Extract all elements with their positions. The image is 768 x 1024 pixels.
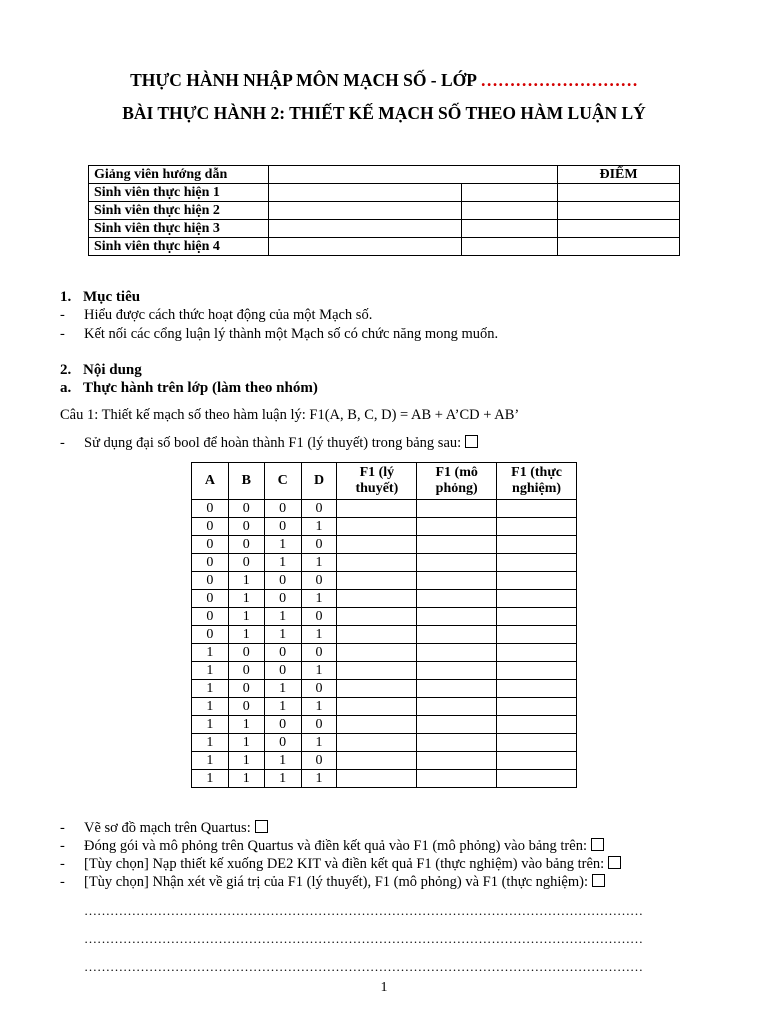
input-cell: 0: [264, 662, 301, 680]
checkbox-icon[interactable]: [255, 820, 268, 833]
input-cell: 1: [301, 554, 337, 572]
output-cell[interactable]: [417, 608, 497, 626]
output-cell[interactable]: [497, 752, 577, 770]
table-row: [192, 626, 577, 644]
column-header: D: [301, 463, 337, 500]
input-cell: 0: [301, 608, 337, 626]
input-cell: 1: [192, 680, 229, 698]
instructor-field[interactable]: [268, 166, 557, 184]
student-label: Sinh viên thực hiện 2: [89, 202, 269, 220]
input-cell: 0: [192, 572, 229, 590]
column-header: A: [192, 463, 229, 500]
input-cell: 1: [264, 626, 301, 644]
output-cell[interactable]: [337, 500, 417, 518]
output-cell[interactable]: [337, 644, 417, 662]
input-cell: 0: [192, 536, 229, 554]
input-cell: 0: [301, 716, 337, 734]
input-cell: 1: [192, 752, 229, 770]
input-cell: 1: [264, 752, 301, 770]
table-row: [192, 644, 577, 662]
input-cell: 1: [264, 554, 301, 572]
input-cell: 0: [301, 644, 337, 662]
objective-text: Kết nối các cổng luận lý thành một Mạch số có chức năng mong muốn.: [84, 326, 499, 342]
section1-title: Mục tiêu: [83, 289, 141, 305]
score-field[interactable]: [558, 238, 680, 256]
input-cell: 1: [301, 662, 337, 680]
input-cell: 1: [301, 734, 337, 752]
input-cell: 1: [301, 518, 337, 536]
output-cell[interactable]: [337, 608, 417, 626]
input-cell: 0: [301, 752, 337, 770]
task-item: - [Tùy chọn] Nhận xét về giá trị của F1 (lý thuyết), F1 (mô phỏng) và F1 (thực nghiệm):: [60, 874, 605, 891]
output-cell[interactable]: [337, 770, 417, 788]
output-cell[interactable]: [417, 734, 497, 752]
table-row: [192, 716, 577, 734]
input-cell: 0: [228, 554, 264, 572]
output-cell[interactable]: [337, 572, 417, 590]
answer-line[interactable]: …………………………………………………………………………………………………………………: [84, 903, 643, 918]
output-cell[interactable]: [417, 572, 497, 590]
column-header: F1 (lý thuyết): [337, 463, 417, 500]
student-name-field[interactable]: [268, 202, 462, 220]
input-cell: 1: [228, 770, 264, 788]
section1-heading: [60, 289, 140, 306]
table-row: [192, 662, 577, 680]
page-subtitle: BÀI THỰC HÀNH 2: THIẾT KẾ MẠCH SỐ THEO HÀM LUẬN LÝ: [122, 103, 646, 123]
output-cell[interactable]: [337, 662, 417, 680]
student-id-field[interactable]: [462, 238, 558, 256]
input-cell: 0: [264, 500, 301, 518]
objective-item: - Hiểu được cách thức hoạt động của một Mạch số.: [60, 307, 373, 323]
answer-line[interactable]: …………………………………………………………………………………………………………………: [84, 959, 643, 974]
input-cell: 0: [192, 518, 229, 536]
output-cell[interactable]: [337, 716, 417, 734]
subsection-title: Thực hành trên lớp (làm theo nhóm): [83, 380, 318, 396]
subsection-number: a.: [60, 380, 72, 396]
task-item: - Đóng gói và mô phỏng trên Quartus và điền kết quả vào F1 (mô phỏng) vào bảng trên:: [60, 838, 604, 855]
table-row: [192, 572, 577, 590]
column-header: F1 (mô phỏng): [417, 463, 497, 500]
input-cell: 0: [192, 554, 229, 572]
checkbox-icon[interactable]: [592, 874, 605, 887]
input-cell: 0: [264, 644, 301, 662]
student-id-field[interactable]: [462, 202, 558, 220]
column-header: F1 (thực nghiệm): [497, 463, 577, 500]
output-cell[interactable]: [417, 680, 497, 698]
input-cell: 0: [228, 680, 264, 698]
output-cell[interactable]: [497, 680, 577, 698]
section2-heading: [60, 362, 142, 379]
input-cell: 1: [301, 698, 337, 716]
table-row: [192, 752, 577, 770]
score-field[interactable]: [558, 202, 680, 220]
input-cell: 0: [301, 572, 337, 590]
student-label: Sinh viên thực hiện 1: [89, 184, 269, 202]
output-cell[interactable]: [417, 662, 497, 680]
table-row: [192, 698, 577, 716]
output-cell[interactable]: [417, 590, 497, 608]
task-text: [Tùy chọn] Nhận xét về giá trị của F1 (lý thuyết), F1 (mô phỏng) và F1 (thực nghiệm):: [84, 874, 588, 890]
input-cell: 1: [264, 698, 301, 716]
section1-number: 1.: [60, 289, 72, 305]
input-cell: 1: [301, 626, 337, 644]
student-id-field[interactable]: [462, 184, 558, 202]
output-cell[interactable]: [417, 500, 497, 518]
truth-table-header: [192, 463, 577, 500]
output-cell[interactable]: [497, 644, 577, 662]
output-cell[interactable]: [497, 716, 577, 734]
input-cell: 0: [228, 644, 264, 662]
output-cell[interactable]: [417, 626, 497, 644]
input-cell: 1: [228, 572, 264, 590]
output-cell[interactable]: [337, 680, 417, 698]
task-text: Đóng gói và mô phỏng trên Quartus và điền kết quả vào F1 (mô phỏng) vào bảng trên:: [84, 838, 587, 854]
student-row: [89, 238, 680, 256]
input-cell: 1: [264, 680, 301, 698]
class-blank: ………………………: [480, 70, 638, 90]
input-cell: 0: [301, 500, 337, 518]
output-cell[interactable]: [497, 590, 577, 608]
title-text: THỰC HÀNH NHẬP MÔN MẠCH SỐ - LỚP: [130, 70, 481, 90]
table-row: [192, 518, 577, 536]
output-cell[interactable]: [337, 590, 417, 608]
subsection-heading: [60, 380, 318, 397]
input-cell: 1: [264, 770, 301, 788]
input-cell: 0: [264, 572, 301, 590]
task-text: Sử dụng đại số bool để hoàn thành F1 (lý thuyết) trong bảng sau:: [84, 435, 462, 451]
table-row: [192, 680, 577, 698]
input-cell: 0: [228, 662, 264, 680]
student-name-field[interactable]: [268, 184, 462, 202]
input-cell: 0: [228, 518, 264, 536]
checkbox-icon[interactable]: [465, 435, 478, 448]
input-cell: 1: [264, 536, 301, 554]
output-cell[interactable]: [337, 626, 417, 644]
output-cell[interactable]: [417, 716, 497, 734]
input-cell: 0: [228, 698, 264, 716]
student-label: Sinh viên thực hiện 3: [89, 220, 269, 238]
output-cell[interactable]: [497, 698, 577, 716]
table-row: [192, 536, 577, 554]
input-cell: 0: [264, 518, 301, 536]
output-cell[interactable]: [337, 734, 417, 752]
score-label: ĐIỂM: [558, 166, 680, 184]
output-cell[interactable]: [497, 572, 577, 590]
input-cell: 1: [228, 590, 264, 608]
output-cell[interactable]: [417, 554, 497, 572]
output-cell[interactable]: [497, 500, 577, 518]
output-cell[interactable]: [497, 734, 577, 752]
output-cell[interactable]: [417, 536, 497, 554]
checkbox-icon[interactable]: [591, 838, 604, 851]
table-row: [192, 590, 577, 608]
output-cell[interactable]: [497, 608, 577, 626]
input-cell: 1: [192, 662, 229, 680]
objective-text: Hiểu được cách thức hoạt động của một Mạch số.: [84, 307, 373, 323]
input-cell: 1: [192, 698, 229, 716]
input-cell: 0: [301, 680, 337, 698]
input-cell: 0: [192, 590, 229, 608]
output-cell[interactable]: [497, 770, 577, 788]
student-row: [89, 220, 680, 238]
truth-table-body: [192, 500, 577, 788]
section2-title: Nội dung: [83, 362, 142, 378]
truth-table: [191, 462, 577, 788]
input-cell: 1: [264, 608, 301, 626]
checkbox-icon[interactable]: [608, 856, 621, 869]
output-cell[interactable]: [497, 626, 577, 644]
table-row: [192, 554, 577, 572]
input-cell: 1: [228, 626, 264, 644]
student-label: Sinh viên thực hiện 4: [89, 238, 269, 256]
output-cell[interactable]: [497, 536, 577, 554]
input-cell: 0: [301, 536, 337, 554]
output-cell[interactable]: [417, 518, 497, 536]
input-cell: 0: [264, 716, 301, 734]
input-cell: 0: [264, 590, 301, 608]
score-field[interactable]: [558, 220, 680, 238]
task-item: - Vẽ sơ đồ mạch trên Quartus:: [60, 820, 268, 837]
table-row: [192, 770, 577, 788]
student-name-field[interactable]: [268, 238, 462, 256]
input-cell: 0: [264, 734, 301, 752]
student-name-field[interactable]: [268, 220, 462, 238]
score-field[interactable]: [558, 184, 680, 202]
question-text: Câu 1: Thiết kế mạch số theo hàm luận lý: F1(A, B, C, D) = AB + A’CD + AB’: [60, 407, 520, 423]
student-row: [89, 184, 680, 202]
input-cell: 1: [301, 770, 337, 788]
input-cell: 1: [228, 752, 264, 770]
output-cell[interactable]: [417, 698, 497, 716]
output-cell[interactable]: [337, 554, 417, 572]
table-row: [192, 608, 577, 626]
student-row: [89, 202, 680, 220]
task-item: - [Tùy chọn] Nạp thiết kế xuống DE2 KIT và điền kết quả F1 (thực nghiệm) vào bảng trên:: [60, 856, 621, 873]
student-id-field[interactable]: [462, 220, 558, 238]
input-cell: 1: [228, 734, 264, 752]
input-cell: 0: [228, 500, 264, 518]
input-cell: 1: [192, 734, 229, 752]
output-cell[interactable]: [417, 644, 497, 662]
output-cell[interactable]: [417, 770, 497, 788]
output-cell[interactable]: [337, 752, 417, 770]
table-row: [192, 500, 577, 518]
output-cell[interactable]: [337, 536, 417, 554]
output-cell[interactable]: [497, 662, 577, 680]
input-cell: 1: [192, 716, 229, 734]
output-cell[interactable]: [417, 752, 497, 770]
output-cell[interactable]: [337, 698, 417, 716]
task-text: Vẽ sơ đồ mạch trên Quartus:: [84, 820, 251, 836]
output-cell[interactable]: [497, 518, 577, 536]
input-cell: 1: [301, 590, 337, 608]
input-cell: 0: [192, 626, 229, 644]
input-cell: 1: [192, 644, 229, 662]
instructor-label: Giảng viên hướng dẫn: [89, 166, 269, 184]
column-header: B: [228, 463, 264, 500]
input-cell: 1: [228, 608, 264, 626]
output-cell[interactable]: [497, 554, 577, 572]
input-cell: 0: [192, 500, 229, 518]
page-title: [0, 70, 768, 91]
input-cell: 0: [228, 536, 264, 554]
table-row: [192, 734, 577, 752]
answer-line[interactable]: …………………………………………………………………………………………………………………: [84, 931, 643, 946]
input-cell: 1: [228, 716, 264, 734]
input-cell: 1: [192, 770, 229, 788]
student-info-table: [88, 165, 680, 256]
page-number: 1: [380, 980, 388, 995]
section2-number: 2.: [60, 362, 72, 378]
output-cell[interactable]: [337, 518, 417, 536]
column-header: C: [264, 463, 301, 500]
input-cell: 0: [192, 608, 229, 626]
objective-item: - Kết nối các cổng luận lý thành một Mạch số có chức năng mong muốn.: [60, 326, 499, 342]
task-item: - Sử dụng đại số bool để hoàn thành F1 (lý thuyết) trong bảng sau:: [60, 435, 478, 452]
task-text: [Tùy chọn] Nạp thiết kế xuống DE2 KIT và điền kết quả F1 (thực nghiệm) vào bảng trên:: [84, 856, 605, 872]
instructor-row: [89, 166, 680, 184]
